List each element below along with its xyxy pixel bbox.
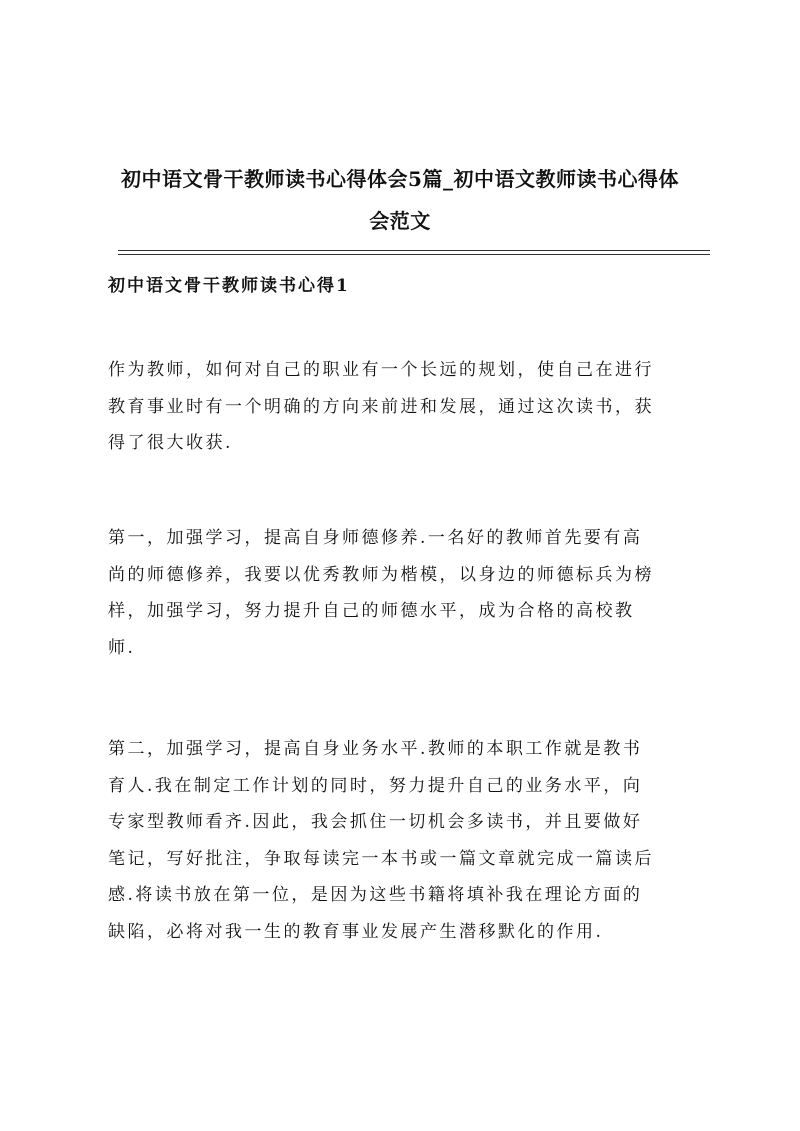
paragraph-line: 师. xyxy=(108,637,136,658)
document-title xyxy=(90,158,710,242)
document-title-line: 初中语文骨干教师读书心得体会5篇_初中语文教师读书心得体 xyxy=(121,167,679,191)
section-heading: 初中语文骨干教师读书心得1 xyxy=(108,276,350,296)
paragraph-1 xyxy=(108,352,714,462)
paragraph-line: 笔记，写好批注，争取每读完一本书或一篇文章就完成一篇读后 xyxy=(108,848,654,869)
paragraph-line: 第一，加强学习，提高自身师德修养.一名好的教师首先要有高 xyxy=(108,528,643,548)
title-double-rule xyxy=(118,250,710,255)
paragraph-line: 专家型教师看齐.因此，我会抓住一切机会多读书，并且要做好 xyxy=(108,812,643,833)
paragraph-line: 作为教师，如何对自己的职业有一个长远的规划，使自己在进行 xyxy=(108,360,654,380)
document-title-line: 会范文 xyxy=(369,209,431,233)
paragraph-line: 第二，加强学习，提高自身业务水平.教师的本职工作就是教书 xyxy=(108,739,643,759)
paragraph-line: 得了很大收获. xyxy=(108,433,233,454)
paragraph-line: 样，加强学习，努力提升自己的师德水平，成为合格的高校教 xyxy=(108,601,635,622)
paragraph-2 xyxy=(108,520,714,666)
paragraph-line: 育人.我在制定工作计划的同时，努力提升自己的业务水平，向 xyxy=(108,775,643,796)
paragraph-3 xyxy=(108,731,714,951)
paragraph-line: 缺陷，必将对我一生的教育事业发展产生潜移默化的作用. xyxy=(108,921,604,942)
paragraph-line: 教育事业时有一个明确的方向来前进和发展，通过这次读书，获 xyxy=(108,396,654,417)
paragraph-line: 尚的师德修养，我要以优秀教师为楷模，以身边的师德标兵为榜 xyxy=(108,564,654,585)
paragraph-line: 感.将读书放在第一位，是因为这些书籍将填补我在理论方面的 xyxy=(108,885,643,906)
